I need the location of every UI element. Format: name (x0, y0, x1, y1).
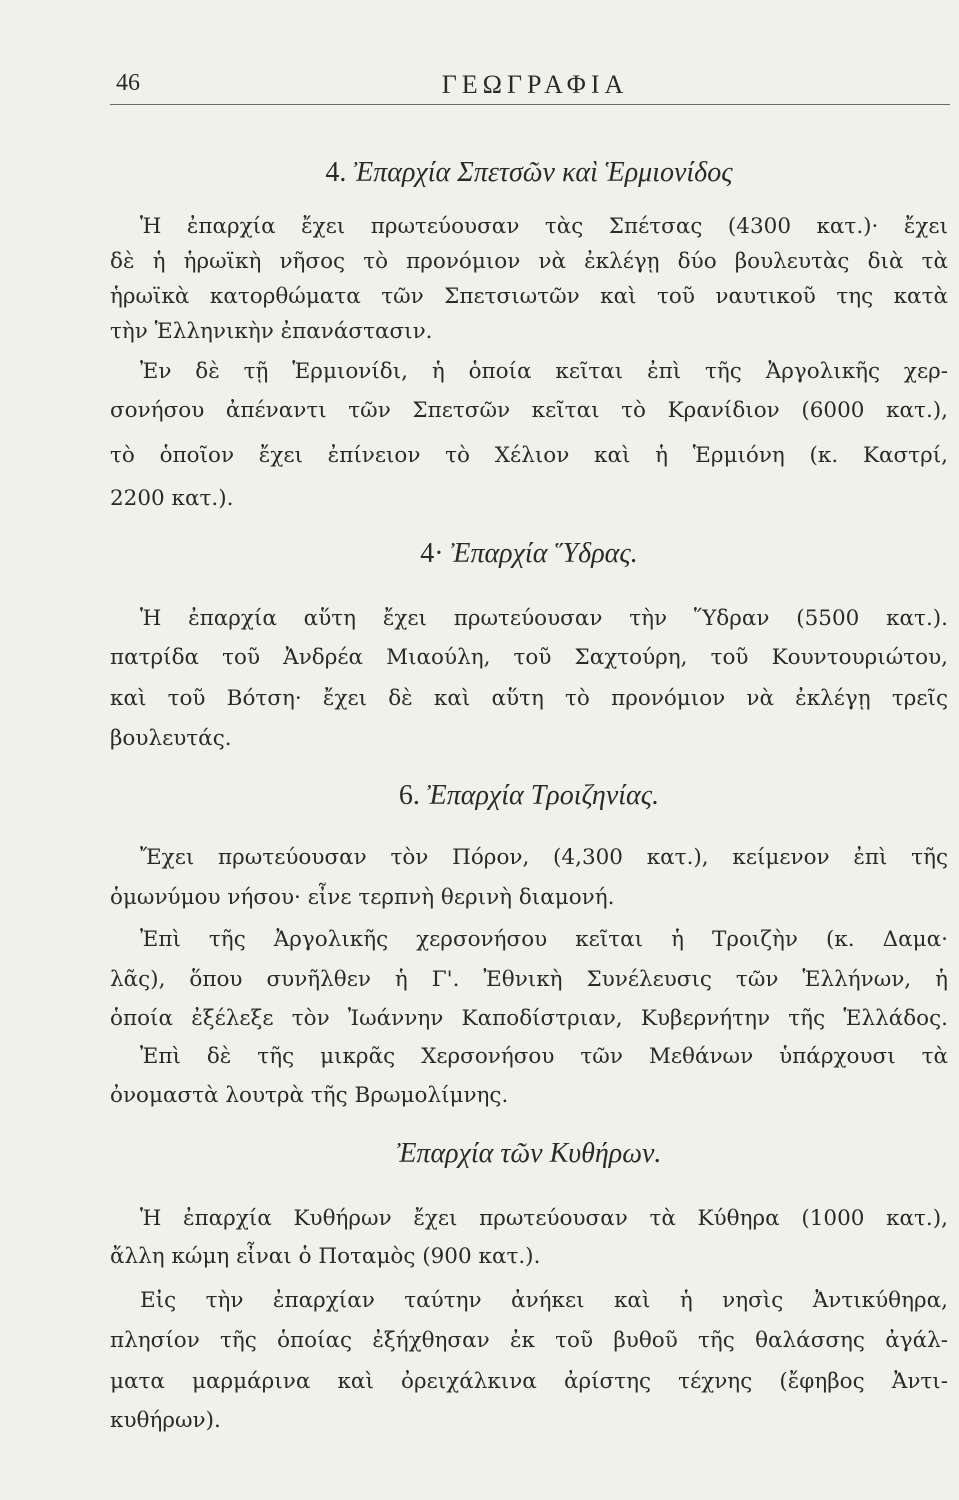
text-line: ἡρωϊκὰ κατορθώματα τῶν Σπετσιωτῶν καὶ τοῦ ναυτικοῦ της κατὰ (110, 284, 948, 309)
section-title: Ἐπαρχία Τροιζηνίας. (426, 780, 660, 811)
text-line: ὁμωνύμου νήσου· εἶνε τερπνὴ θερινὴ διαμονή. (110, 885, 615, 910)
text-line: Ἐν δὲ τῇ Ἑρμιονίδι, ἡ ὁποία κεῖται ἐπὶ τῆς Ἀργολικῆς χερ- (140, 359, 948, 384)
text-line: λᾶς), ὅπου συνῆλθεν ἡ Γ'. Ἐθνικὴ Συνέλευσις τῶν Ἑλλήνων, ἡ (110, 967, 948, 992)
text-line: ὀνομαστὰ λουτρὰ τῆς Βρωμολίμνης. (110, 1083, 509, 1108)
text-line: Ἐπὶ δὲ τῆς μικρᾶς Χερσονήσου τῶν Μεθάνων ὑπάρχουσι τὰ (140, 1044, 948, 1069)
text-line: ὁποία ἐξέλεξε τὸν Ἰωάννην Καποδίστριαν, Κυβερνήτην τῆς Ἑλλάδος. (110, 1006, 948, 1031)
section-heading (110, 780, 948, 812)
text-line: Ἡ ἐπαρχία αὕτη ἔχει πρωτεύουσαν τὴν Ὕδραν (5500 κατ.). (140, 606, 948, 631)
section-title: Ἐπαρχία τῶν Κυθήρων. (396, 1138, 662, 1169)
text-line: Ἐπὶ τῆς Ἀργολικῆς χερσονήσου κεῖται ἡ Τροιζὴν (κ. Δαμα· (140, 927, 948, 952)
section-number: 4. (325, 157, 347, 188)
text-line: σονήσου ἀπέναντι τῶν Σπετσῶν κεῖται τὸ Κρανίδιον (6000 κατ.), (110, 398, 948, 423)
section-heading (110, 538, 948, 570)
text-line: τὴν Ἑλληνικὴν ἐπανάστασιν. (110, 319, 433, 344)
section-heading (110, 1138, 948, 1170)
page-number: 46 (116, 70, 140, 96)
section-title: Ἐπαρχία Σπετσῶν καὶ Ἑρμιονίδος (353, 157, 733, 188)
text-line: κυθήρων). (110, 1408, 221, 1433)
header-rule (110, 104, 950, 105)
section-number: 6. (398, 780, 420, 811)
text-line: 2200 κατ.). (110, 486, 234, 511)
text-line: Ἡ ἐπαρχία ἔχει πρωτεύουσαν τὰς Σπέτσας (4300 κατ.)· ἔχει (140, 214, 948, 239)
text-line: πλησίον τῆς ὁποίας ἐξήχθησαν ἐκ τοῦ βυθοῦ τῆς θαλάσσης ἀγάλ- (110, 1328, 948, 1353)
text-line: βουλευτάς. (110, 726, 232, 751)
text-line: δὲ ἡ ἡρωϊκὴ νῆσος τὸ προνόμιον νὰ ἐκλέγῃ δύο βουλευτὰς διὰ τὰ (110, 249, 948, 274)
text-line: τὸ ὁποῖον ἔχει ἐπίνειον τὸ Χέλιον καὶ ἡ Ἑρμιόνη (κ. Καστρί, (110, 443, 948, 468)
text-line: πατρίδα τοῦ Ἀνδρέα Μιαούλη, τοῦ Σαχτούρη, τοῦ Κουντουριώτου, (110, 645, 948, 670)
text-line: Ἔχει πρωτεύουσαν τὸν Πόρον, (4,300 κατ.), κείμενον ἐπὶ τῆς (140, 845, 948, 870)
section-title: Ἐπαρχία Ὕδρας. (450, 538, 638, 569)
text-line: ματα μαρμάρινα καὶ ὀρειχάλκινα ἀρίστης τέχνης (ἔφηβος Ἀντι- (110, 1369, 948, 1394)
text-line: Εἰς τὴν ἐπαρχίαν ταύτην ἀνήκει καὶ ἡ νησὶς Ἀντικύθηρα, (140, 1288, 948, 1313)
text-line: Ἡ ἐπαρχία Κυθήρων ἔχει πρωτεύουσαν τὰ Κύθηρα (1000 κατ.), (140, 1206, 948, 1231)
section-number: 4· (420, 538, 444, 569)
text-line: ἄλλη κώμη εἶναι ὁ Ποταμὸς (900 κατ.). (110, 1244, 541, 1269)
section-heading (110, 157, 948, 189)
running-title: ΓΕΩΓΡΑΦΙΑ (441, 70, 629, 99)
text-line: καὶ τοῦ Βότση· ἔχει δὲ καὶ αὕτη τὸ προνόμιον νὰ ἐκλέγῃ τρεῖς (110, 686, 948, 711)
